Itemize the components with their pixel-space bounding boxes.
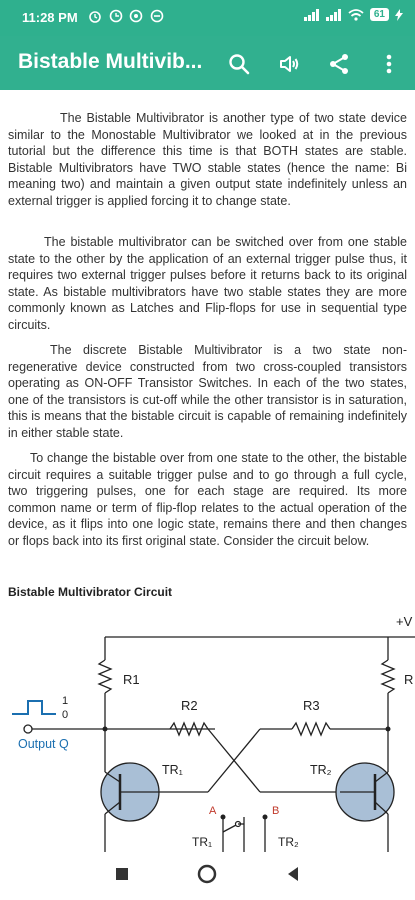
bistable-circuit-diagram — [0, 602, 415, 852]
more-vert-icon — [386, 53, 392, 75]
circuit-title: Bistable Multivibrator Circuit — [8, 585, 173, 599]
vplus-label: +V — [396, 614, 413, 629]
paragraph-2: The bistable multivibrator can be switched over from one stable state to the other by the application of an external trigger pulse thus, it requires two external trigger pulses before it returns back to its original state. As bistable multivibrators have two stable states they are more commonly known as Latches and Flip-flops for use in sequential type circuits. — [8, 235, 407, 332]
search-button[interactable] — [225, 50, 253, 78]
r2-label: R2 — [181, 698, 198, 713]
search-icon — [228, 53, 250, 75]
pulse-one-label: 1 — [62, 695, 69, 707]
home-icon — [197, 864, 217, 884]
speaker-icon — [278, 53, 300, 75]
r3-label: R3 — [303, 698, 320, 713]
signal-icon-2 — [326, 9, 342, 21]
r-right-label: R — [404, 672, 414, 687]
wifi-icon — [348, 9, 364, 21]
tr2-label: TR₂ — [310, 763, 332, 777]
clock-icon — [109, 9, 123, 23]
page-title: Bistable Multivib... — [18, 50, 203, 73]
tr2-lower-label: TR₂ — [278, 835, 299, 849]
status-bar — [0, 0, 415, 36]
paragraph-4: To change the bistable over from one state to the other, the bistable circuit requires a suitable trigger pulse and to go through a full cycle, two triggering pulses, one for each stage are required. Its more common name or term of flip-flop relates to the actual operation of the device, as it flips into one logic state, remains there and then changes or flops back into its first original state. Consider the circuit below. — [8, 451, 407, 548]
navigation-bar — [0, 852, 415, 900]
alarm-icon — [88, 9, 102, 23]
app-icon-2 — [150, 9, 164, 23]
point-b-label: B — [272, 805, 280, 817]
recents-button[interactable] — [114, 866, 130, 887]
r1-label: R1 — [123, 672, 140, 687]
paragraph-1: The Bistable Multivibrator is another type of two state device similar to the Monostable Multivibrator we looked at in the previous tutorial but the difference this time is that BOTH states are stable. Bistable Multivibrators have TWO stable states (hence the name: Bi meaning two) and maintain a given output state indefinitely unless an external trigger is applied forcing it to change state. — [8, 111, 407, 208]
more-options-button[interactable] — [375, 50, 403, 78]
back-icon — [285, 866, 301, 882]
paragraph-3: The discrete Bistable Multivibrator is a two state non-regenerative device constructed from two cross-coupled transistors operating as ON-OFF Transistor Switches. In each of the two states, one of the transistors is cut-off while the other transistor is in saturation, this is means that the bistable circuit is capable of remaining indefinitely in either stable state. — [8, 343, 407, 440]
app-bar — [0, 36, 415, 90]
pulse-zero-label: 0 — [62, 709, 69, 721]
tr1-lower-label: TR₁ — [192, 835, 213, 849]
status-time: 11:28 PM — [22, 10, 78, 25]
app-icon-1 — [129, 9, 143, 23]
recents-icon — [114, 866, 130, 882]
output-q-label: Output Q — [18, 737, 69, 751]
speak-button[interactable] — [275, 50, 303, 78]
charging-icon — [395, 9, 403, 21]
battery-level: 61 — [370, 8, 389, 21]
share-button[interactable] — [325, 50, 353, 78]
tr1-label: TR₁ — [162, 763, 183, 777]
point-a-label: A — [209, 805, 217, 817]
share-icon — [328, 53, 350, 75]
back-button[interactable] — [285, 866, 301, 887]
signal-icon — [304, 9, 320, 21]
article-content[interactable] — [0, 92, 415, 852]
home-button[interactable] — [197, 864, 217, 889]
notification-icons — [88, 9, 164, 26]
